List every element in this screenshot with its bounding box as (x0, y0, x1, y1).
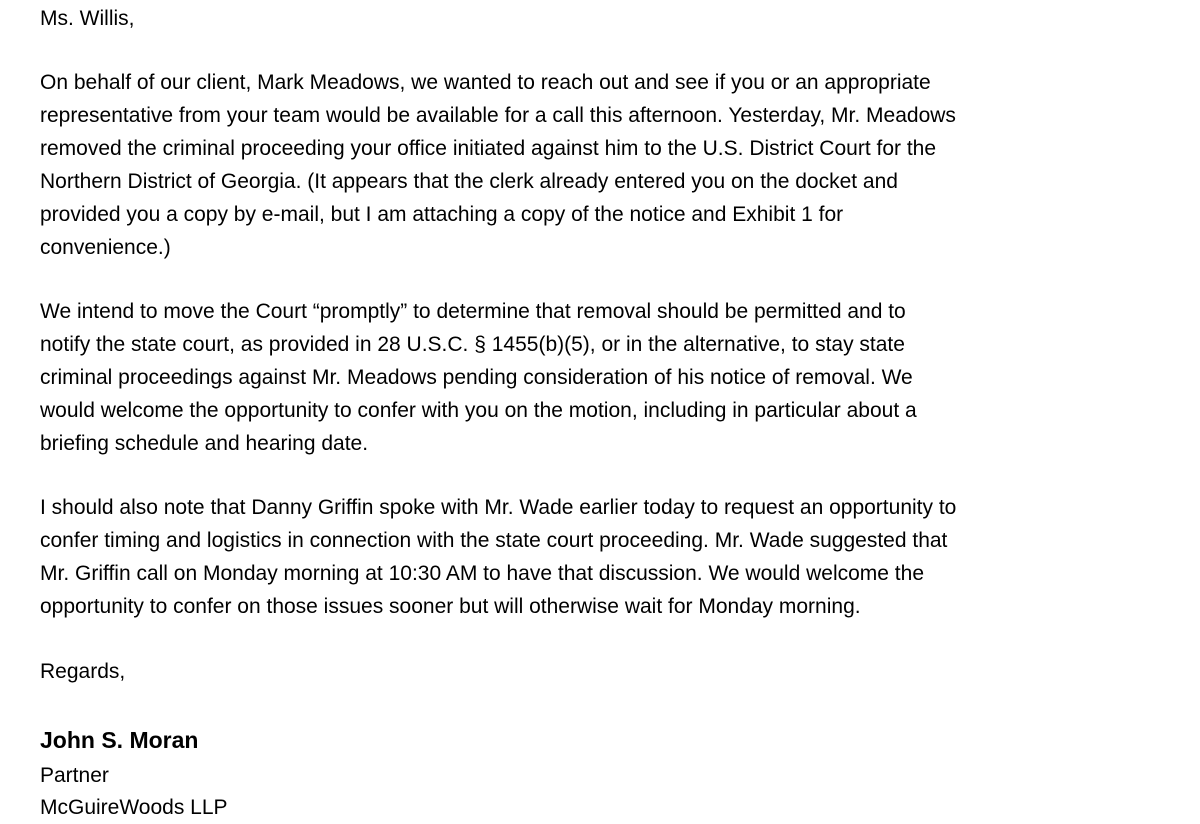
closing: Regards, (40, 660, 126, 683)
signature-title: Partner (40, 764, 109, 787)
paragraph-line: Mr. Griffin call on Monday morning at 10:30 AM to have that discussion. We would welcome the (40, 562, 924, 585)
paragraph-2 (40, 295, 917, 460)
paragraph-line: criminal proceedings against Mr. Meadows pending consideration of his notice of removal. We (40, 366, 913, 389)
paragraph-3 (40, 491, 956, 623)
signature-name: John S. Moran (40, 727, 199, 753)
paragraph-line: confer timing and logistics in connection with the state court proceeding. Mr. Wade suggested that (40, 529, 948, 552)
paragraph-line: briefing schedule and hearing date. (40, 432, 369, 455)
greeting: Ms. Willis, (40, 7, 135, 30)
paragraph-line: opportunity to confer on those issues sooner but will otherwise wait for Monday morning. (40, 595, 861, 618)
paragraph-line: On behalf of our client, Mark Meadows, we wanted to reach out and see if you or an appropriate (40, 71, 931, 94)
paragraph-line: removed the criminal proceeding your office initiated against him to the U.S. District Court for the (40, 137, 937, 160)
paragraph-line: notify the state court, as provided in 28 U.S.C. § 1455(b)(5), or in the alternative, to stay state (40, 333, 905, 356)
paragraph-line: representative from your team would be available for a call this afternoon. Yesterday, Mr. Meadows (40, 104, 956, 127)
paragraph-line: We intend to move the Court “promptly” to determine that removal should be permitted and to (40, 300, 906, 323)
paragraph-line: would welcome the opportunity to confer with you on the motion, including in particular about a (40, 399, 917, 422)
paragraph-1 (40, 66, 956, 264)
paragraph-line: I should also note that Danny Griffin spoke with Mr. Wade earlier today to request an opportunity to (40, 496, 957, 519)
paragraph-line: Northern District of Georgia. (It appears that the clerk already entered you on the docket and (40, 170, 898, 193)
signature-firm: McGuireWoods LLP (40, 796, 228, 819)
paragraph-line: convenience.) (40, 236, 171, 259)
paragraph-line: provided you a copy by e-mail, but I am attaching a copy of the notice and Exhibit 1 for (40, 203, 844, 226)
